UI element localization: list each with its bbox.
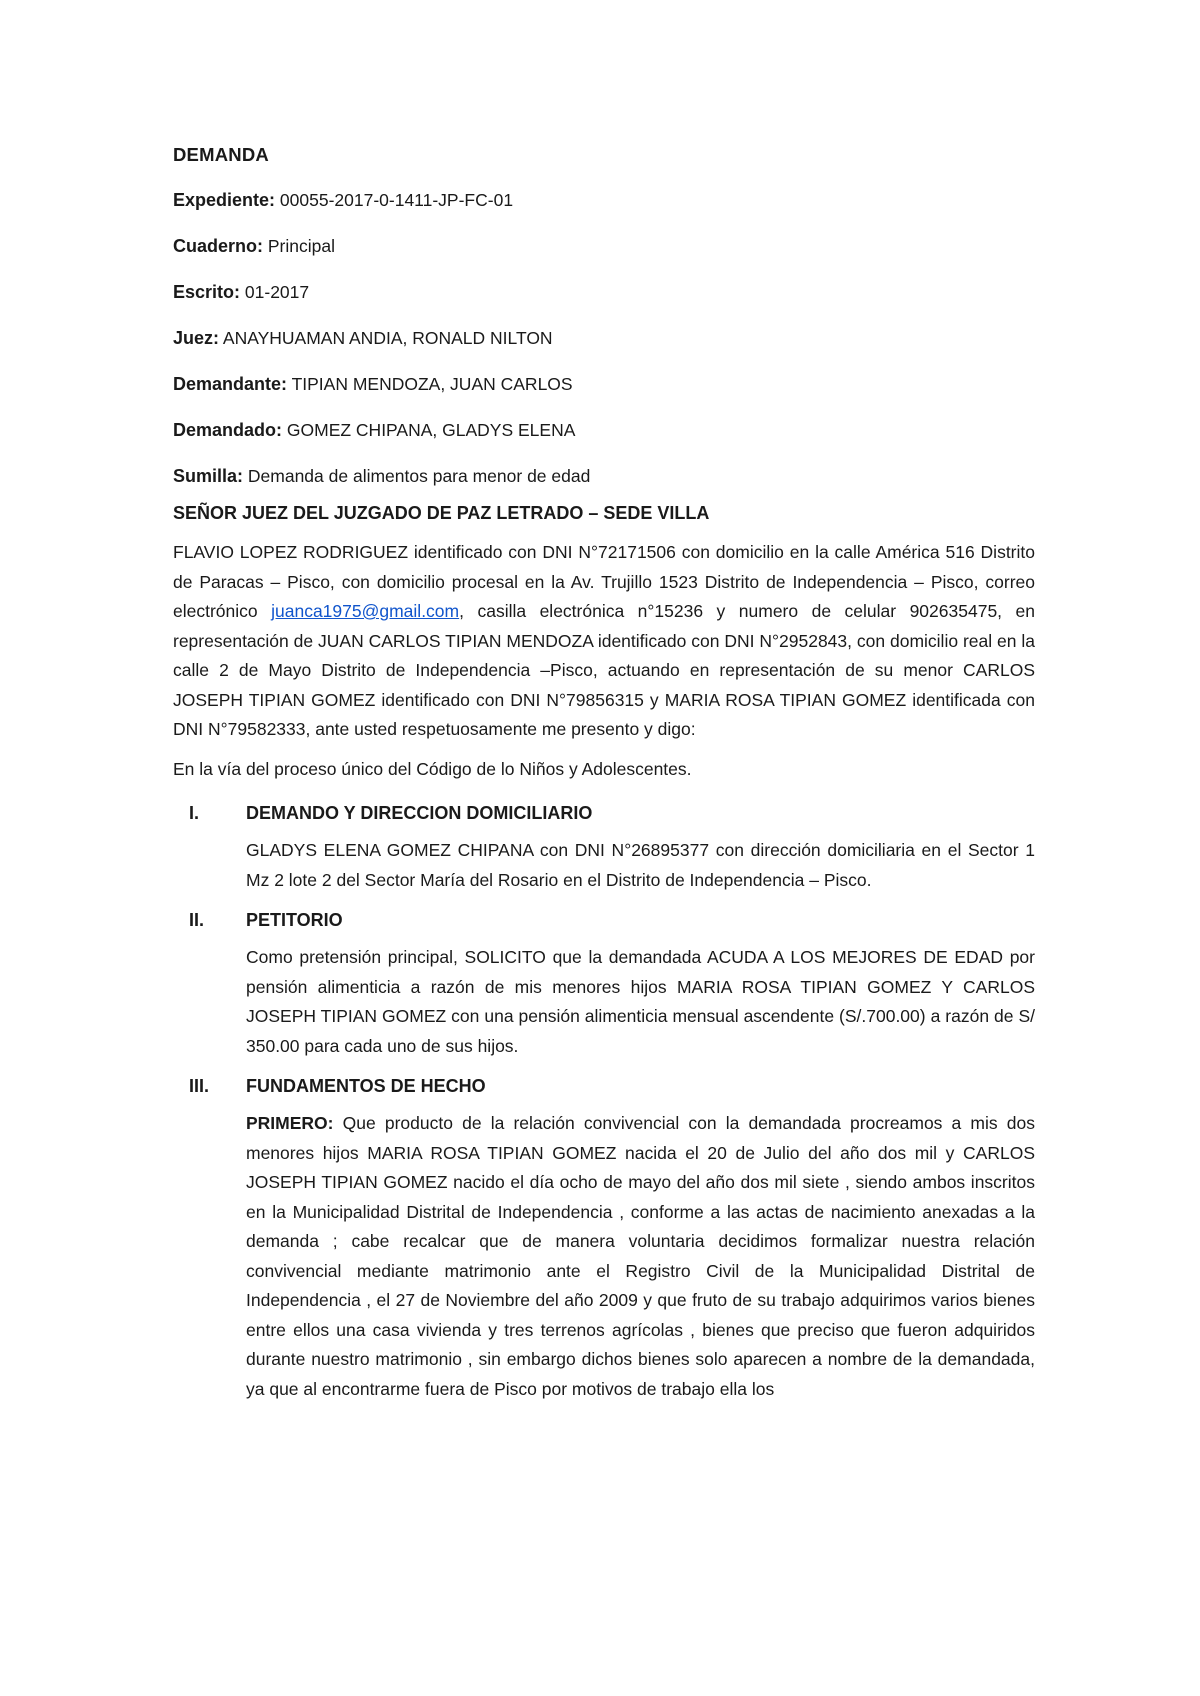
meta-label: Expediente: [173,189,276,210]
addressee-heading: SEÑOR JUEZ DEL JUZGADO DE PAZ LETRADO – SEDE VILLA [173,502,710,523]
document-body [173,140,1035,1414]
meta-label: Escrito: [173,281,241,302]
section-lead: PRIMERO: [246,1113,334,1133]
meta-value: Principal [267,235,335,256]
meta-label: Sumilla: [173,465,244,486]
section-title: PETITORIO [246,910,343,930]
section-demando [173,798,1035,895]
section-fundamentos [173,1071,1035,1404]
meta-label: Demandante: [173,373,288,394]
meta-cuaderno [173,231,1035,261]
email-link[interactable]: juanca1975@gmail.com [271,601,460,621]
section-heading [173,798,1035,828]
section-body: Como pretensión principal, SOLICITO que la demandada ACUDA A LOS MEJORES DE EDAD por pensión alimenticia a razón de mis menores hijos MARIA ROSA TIPIAN GOMEZ Y CARLOS JOSEPH TIPIAN GOMEZ con una pensión alimenticia mensual ascendente (S/.700.00) a razón de S/ 350.00 para cada uno de sus hijos. [246,947,1035,1056]
meta-value: ANAYHUAMAN ANDIA, RONALD NILTON [222,327,553,348]
section-title: FUNDAMENTOS DE HECHO [246,1076,486,1096]
meta-escrito [173,277,1035,307]
meta-demandante [173,369,1035,399]
section-body: GLADYS ELENA GOMEZ CHIPANA con DNI N°26895377 con dirección domiciliaria en el Sector 1 Mz 2 lote 2 del Sector María del Rosario en el Distrito de Independencia – Pisco. [246,840,1035,890]
section-number: I. [189,803,200,823]
meta-sumilla [173,461,1035,491]
meta-demandado [173,415,1035,445]
section-petitorio [173,905,1035,1061]
intro-paragraph [173,538,1035,745]
meta-label: Demandado: [173,419,283,440]
meta-label: Cuaderno: [173,235,263,256]
section-number: III. [189,1076,210,1096]
meta-value: Demanda de alimentos para menor de edad [247,465,591,486]
section-heading [173,905,1035,935]
document-title: DEMANDA [173,144,269,165]
section-heading [173,1071,1035,1101]
meta-juez [173,323,1035,353]
intro-text-part1: FLAVIO LOPEZ RODRIGUEZ identificado con DNI N°72171506 con domicilio en la calle América 516 Distrito de Paracas – Pisco, con domicilio procesal en la Av. Trujillo 1523 Distrito de Independencia – Pisco, correo electrónico [173,542,1035,621]
meta-label: Juez: [173,327,220,348]
intro-text-part2: , casilla electrónica n°15236 y numero de celular 902635475, en representación de JUAN CARLOS TIPIAN MENDOZA identificado con DNI N°2952843, con domicilio real en la calle 2 de Mayo Distrito de Independencia –Pisco, actuando en representación de su menor CARLOS JOSEPH TIPIAN GOMEZ identificado con DNI N°79856315 y MARIA ROSA TIPIAN GOMEZ identificada con DNI N°79582333, ante usted respetuosamente me presento y digo: [173,601,1035,739]
meta-value: TIPIAN MENDOZA, JUAN CARLOS [291,373,573,394]
meta-value: 01-2017 [244,281,310,302]
meta-value: GOMEZ CHIPANA, GLADYS ELENA [286,419,576,440]
section-title: DEMANDO Y DIRECCION DOMICILIARIO [246,803,593,823]
via-paragraph: En la vía del proceso único del Código de lo Niños y Adolescentes. [173,758,692,779]
section-body-text: Que producto de la relación convivencial con la demandada procreamos a mis dos menores hijos MARIA ROSA TIPIAN GOMEZ nacida el 20 de Julio del año dos mil y CARLOS JOSEPH TIPIAN GOMEZ nacido el día ocho de mayo del año dos mil siete , siendo ambos inscritos en la Municipalidad Distrital de Independencia , conforme a las actas de nacimiento anexadas a la demanda ; cabe recalcar que de manera voluntaria decidimos formalizar nuestra relación convivencial mediante matrimonio ante el Registro Civil de la Municipalidad Distrital de Independencia , el 27 de Noviembre del año 2009 y que fruto de su trabajo adquirimos varios bienes entre ellos una casa vivienda y tres terrenos agrícolas , bienes que preciso que fueron adquiridos durante nuestro matrimonio , sin embargo dichos bienes solo aparecen a nombre de la demandada, ya que al encontrarme fuera de Pisco por motivos de trabajo ella los [246,1113,1035,1399]
meta-value: 00055-2017-0-1411-JP-FC-01 [279,189,514,210]
meta-expediente [173,185,1035,215]
section-body [246,1109,1035,1404]
section-number: II. [189,910,205,930]
